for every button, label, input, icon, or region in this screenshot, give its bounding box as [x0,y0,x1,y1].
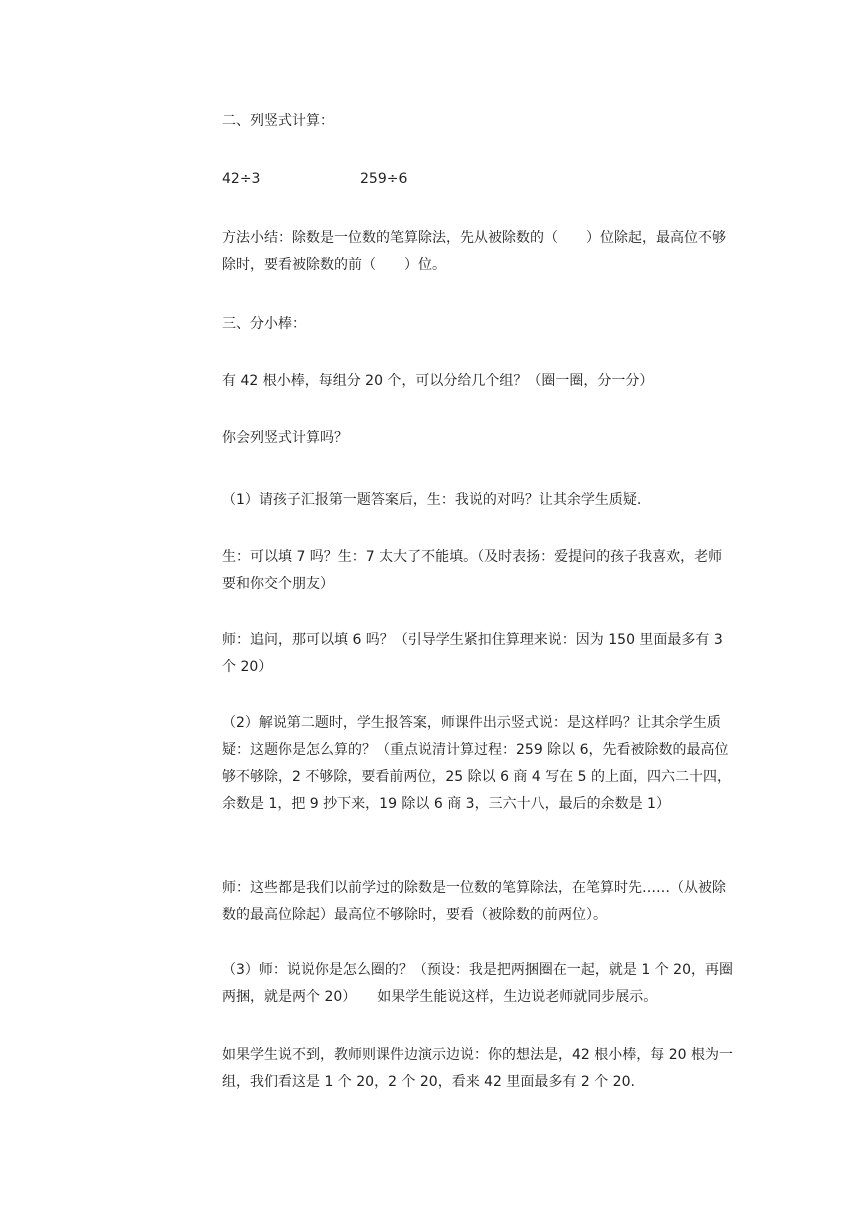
paragraph-5: 师：这些都是我们以前学过的除数是一位数的笔算除法，在笔算时先……（从被除数的最高位除起）最高位不够除时，要看（被除数的前两位）。 [222,880,726,923]
equation-2: 259÷6 [360,171,408,187]
method-summary: 方法小结：除数是一位数的笔算除法，先从被除数的（ ）位除起，最高位不够除时，要看被除数的前（ ）位。 [222,230,726,273]
paragraph-3: 师：追问，那可以填 6 吗？（引导学生紧扣住算理来说：因为 150 里面最多有 3 个 20） [222,632,723,675]
section2-heading: 二、列竖式计算： [222,113,334,129]
paragraph-2: 生：可以填 7 吗？生：7 太大了不能填。（及时表扬：爱提问的孩子我喜欢，老师要和你交个朋友） [222,549,723,592]
paragraph-4: （2）解说第二题时，学生报答案，师课件出示竖式说：是这样吗？让其余学生质疑：这题你是怎么算的？（重点说清计算过程：259 除以 6，先看被除数的最高位够不够除，2 不够除，要看前两位，25 除以 6 商 4 写在 5 的上面，四六二十四，余数是 1，把 9 抄下来，19 除以 6 商 3，三六十八，最后的余数是 1） [222,715,732,812]
equations-row [222,166,734,193]
paragraph-7: 如果学生说不到，教师则课件边演示边说：你的想法是，42 根小棒，每 20 根为一组，我们看这是 1 个 20，2 个 20，看来 42 里面最多有 2 个 20. [222,1047,733,1090]
paragraph-1: （1）请孩子汇报第一题答案后，生：我说的对吗？让其余学生质疑. [222,492,642,508]
equation-1: 42÷3 [222,171,261,187]
problem-text: 有 42 根小棒，每组分 20 个，可以分给几个组？（圈一圈，分一分） [222,373,654,389]
question-text: 你会列竖式计算吗？ [222,430,348,446]
paragraph-6: （3）师：说说你是怎么圈的？（预设：我是把两捆圈在一起，就是 1 个 20，再圈两捆，就是两个 20） 如果学生能说这样，生边说老师就同步展示。 [222,962,733,1005]
section3-heading: 三、分小棒： [222,316,306,332]
